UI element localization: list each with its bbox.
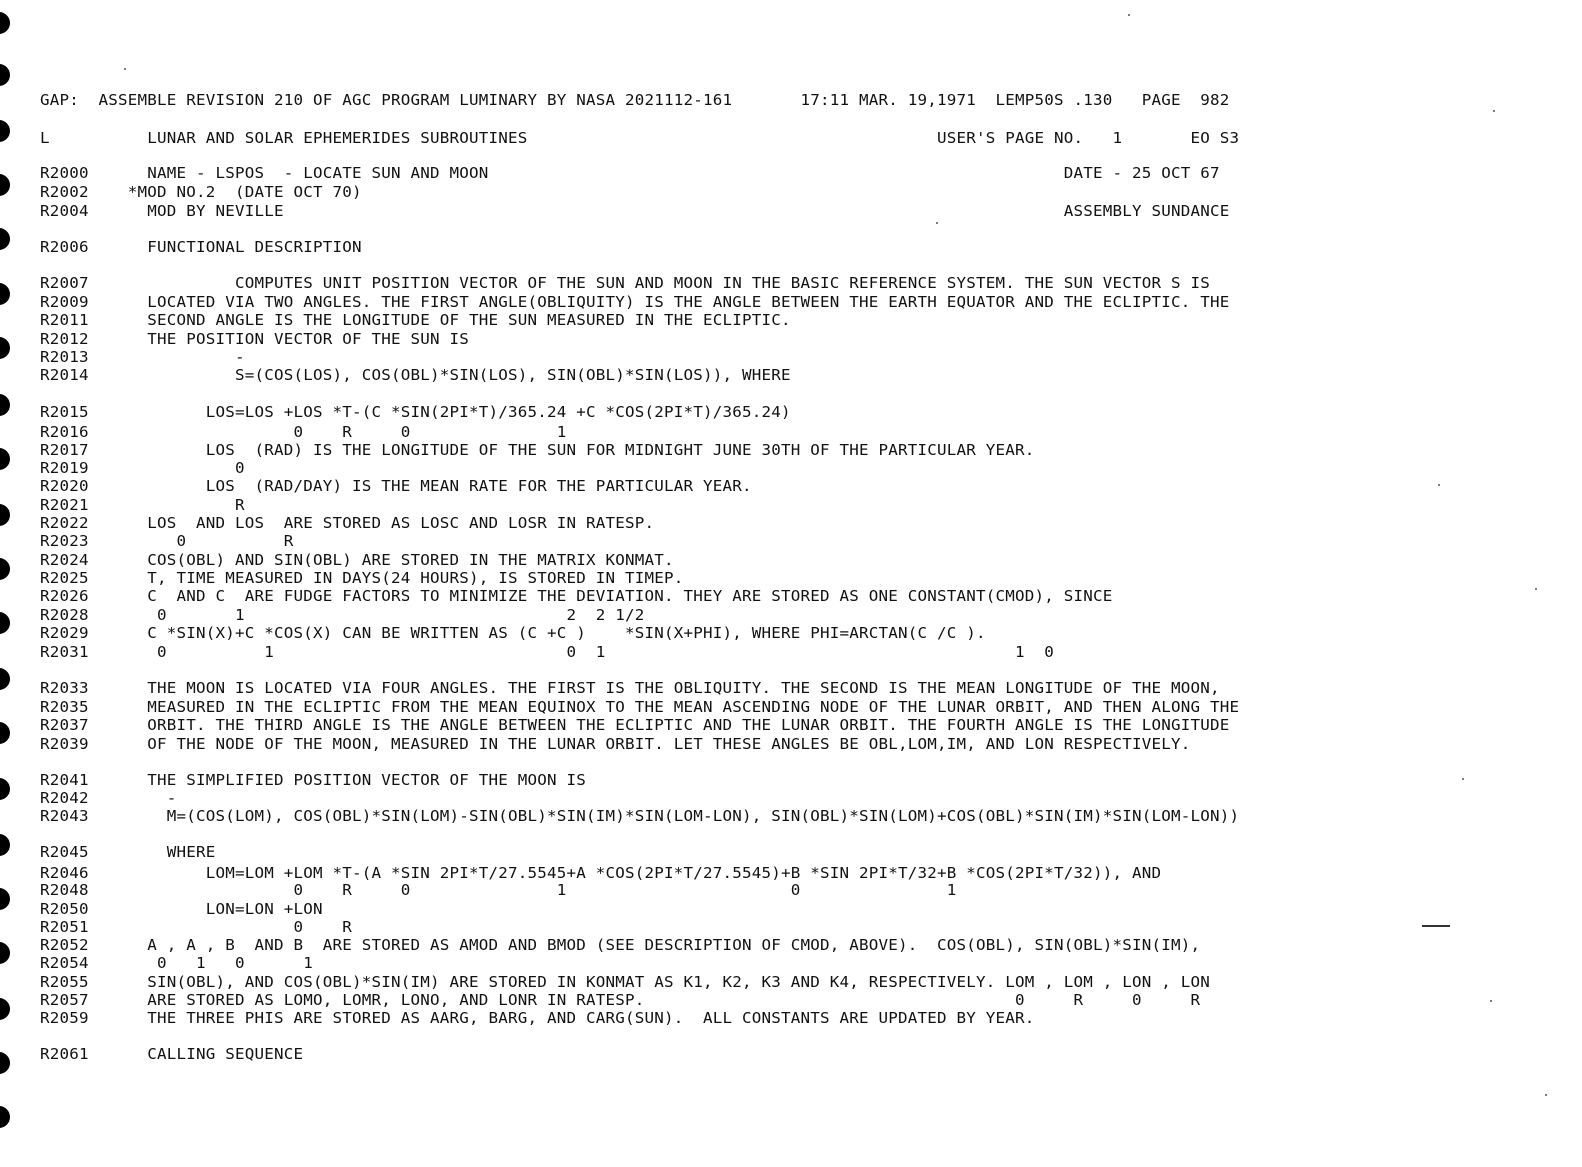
listing-line: R2022 LOS AND LOS ARE STORED AS LOSC AND LOSR IN RATESP. (40, 514, 655, 532)
listing-line: R2057 ARE STORED AS LOMO, LOMR, LONO, AND LONR IN RATESP. 0 R 0 R (40, 991, 1201, 1009)
listing-line: R2011 SECOND ANGLE IS THE LONGITUDE OF THE SUN MEASURED IN THE ECLIPTIC. (40, 311, 791, 329)
listing-line: R2061 CALLING SEQUENCE (40, 1045, 304, 1063)
scan-speck (1545, 1094, 1547, 1096)
scan-speck (1535, 588, 1537, 590)
section-title-line: L LUNAR AND SOLAR EPHEMERIDES SUBROUTINES USER'S PAGE NO. 1 EO S3 (40, 129, 1240, 147)
listing-line: R2012 THE POSITION VECTOR OF THE SUN IS (40, 330, 470, 348)
listing-line: R2017 LOS (RAD) IS THE LONGITUDE OF THE SUN FOR MIDNIGHT JUNE 30TH OF THE PARTICULAR YEAR. (40, 441, 1035, 459)
listing-line: R2054 0 1 0 1 (40, 954, 313, 972)
punch-hole (0, 448, 10, 470)
punch-hole (0, 504, 10, 526)
punch-hole (0, 394, 10, 416)
listing-line: R2052 A , A , B AND B ARE STORED AS AMOD AND BMOD (SEE DESCRIPTION OF CMOD, ABOVE). COS(OBL), SIN(OBL)*SIN(IM), (40, 936, 1201, 954)
punch-hole (0, 942, 10, 964)
listing-line: R2023 0 R (40, 532, 294, 550)
listing-line: R2002 *MOD NO.2 (DATE OCT 70) (40, 183, 362, 201)
listing-line: R2029 C *SIN(X)+C *COS(X) CAN BE WRITTEN AS (C +C ) *SIN(X+PHI), WHERE PHI=ARCTAN(C /C ). (40, 624, 986, 642)
listing-line: R2026 C AND C ARE FUDGE FACTORS TO MINIMIZE THE DEVIATION. THEY ARE STORED AS ONE CONSTANT(CMOD), SINCE (40, 587, 1113, 605)
listing-line: R2021 R (40, 496, 245, 514)
scan-speck (1128, 14, 1130, 16)
listing-line: R2055 SIN(OBL), AND COS(OBL)*SIN(IM) ARE STORED IN KONMAT AS K1, K2, K3 AND K4, RESPECTIVELY. LOM , LOM , LON , LON (40, 973, 1210, 991)
scan-speck (124, 68, 126, 70)
punch-hole (0, 228, 10, 250)
listing-line: R2028 0 1 2 2 1/2 (40, 606, 645, 624)
listing-line: R2041 THE SIMPLIFIED POSITION VECTOR OF THE MOON IS (40, 771, 586, 789)
listing-line: R2024 COS(OBL) AND SIN(OBL) ARE STORED IN THE MATRIX KONMAT. (40, 551, 674, 569)
listing-line: R2035 MEASURED IN THE ECLIPTIC FROM THE MEAN EQUINOX TO THE MEAN ASCENDING NODE OF THE LUNAR ORBIT, AND THEN ALONG THE (40, 698, 1240, 716)
listing-line: R2015 LOS=LOS +LOS *T-(C *SIN(2PI*T)/365.24 +C *COS(2PI*T)/365.24) (40, 403, 791, 421)
punch-hole (0, 120, 10, 142)
listing-line: R2050 LON=LON +LON (40, 900, 323, 918)
listing-line: R2000 NAME - LSPOS - LOCATE SUN AND MOON DATE - 25 OCT 67 (40, 164, 1220, 182)
punch-hole (0, 1052, 10, 1074)
listing-line: R2009 LOCATED VIA TWO ANGLES. THE FIRST ANGLE(OBLIQUITY) IS THE ANGLE BETWEEN THE EARTH EQUATOR AND THE ECLIPTIC. THE (40, 293, 1230, 311)
scan-speck (1438, 484, 1440, 486)
punch-hole (0, 1106, 10, 1128)
punch-holes (0, 0, 18, 1167)
listing-line: R2031 0 1 0 1 1 0 (40, 643, 1055, 661)
listing-line: R2048 0 R 0 1 0 1 (40, 881, 957, 899)
punch-hole (0, 283, 10, 305)
listing-line: R2016 0 R 0 1 (40, 423, 567, 441)
listing-line: R2042 - (40, 789, 177, 807)
punch-hole (0, 64, 10, 86)
listing-line: R2019 0 (40, 459, 245, 477)
scan-mark (1422, 925, 1450, 927)
scan-speck (936, 222, 938, 224)
punch-hole (0, 668, 10, 690)
listing-line: R2051 0 R (40, 918, 353, 936)
scan-speck (1462, 778, 1464, 780)
listing-line: R2043 M=(COS(LOM), COS(OBL)*SIN(LOM)-SIN(OBL)*SIN(IM)*SIN(LOM-LON), SIN(OBL)*SIN(LOM)+COS(OBL)*SIN(IM)*SIN(LOM-LON)) (40, 807, 1240, 825)
punch-hole (0, 612, 10, 634)
scan-speck (1493, 110, 1495, 112)
listing-line: R2006 FUNCTIONAL DESCRIPTION (40, 238, 362, 256)
listing-line: R2045 WHERE (40, 843, 216, 861)
punch-hole (0, 174, 10, 196)
listing-line: R2059 THE THREE PHIS ARE STORED AS AARG, BARG, AND CARG(SUN). ALL CONSTANTS ARE UPDATED BY YEAR. (40, 1009, 1035, 1027)
punch-hole (0, 834, 10, 856)
listing-line: R2039 OF THE NODE OF THE MOON, MEASURED IN THE LUNAR ORBIT. LET THESE ANGLES BE OBL,LOM,IM, AND LON RESPECTIVELY. (40, 735, 1191, 753)
punch-hole (0, 558, 10, 580)
page-header: GAP: ASSEMBLE REVISION 210 OF AGC PROGRAM LUMINARY BY NASA 2021112-161 17:11 MAR. 19,1971 LEMP50S .130 PAGE 982 (40, 91, 1230, 109)
listing-line: R2020 LOS (RAD/DAY) IS THE MEAN RATE FOR THE PARTICULAR YEAR. (40, 477, 752, 495)
listing-line: R2037 ORBIT. THE THIRD ANGLE IS THE ANGLE BETWEEN THE ECLIPTIC AND THE LUNAR ORBIT. THE FOURTH ANGLE IS THE LONGITUDE (40, 716, 1230, 734)
listing-line: R2004 MOD BY NEVILLE ASSEMBLY SUNDANCE (40, 202, 1230, 220)
listing-line: R2013 - (40, 348, 245, 366)
listing-line: R2014 S=(COS(LOS), COS(OBL)*SIN(LOS), SIN(OBL)*SIN(LOS)), WHERE (40, 366, 791, 384)
listing-line: R2025 T, TIME MEASURED IN DAYS(24 HOURS), IS STORED IN TIMEP. (40, 569, 684, 587)
punch-hole (0, 722, 10, 744)
listing-line: R2046 LOM=LOM +LOM *T-(A *SIN 2PI*T/27.5545+A *COS(2PI*T/27.5545)+B *SIN 2PI*T/32+B *COS(2PI*T/32)), AND (40, 864, 1162, 882)
punch-hole (0, 12, 10, 34)
punch-hole (0, 337, 10, 359)
listing-line: R2033 THE MOON IS LOCATED VIA FOUR ANGLES. THE FIRST IS THE OBLIQUITY. THE SECOND IS THE MEAN LONGITUDE OF THE MOON, (40, 679, 1220, 697)
scan-speck (1490, 1000, 1492, 1002)
punch-hole (0, 998, 10, 1020)
punch-hole (0, 778, 10, 800)
listing-line: R2007 COMPUTES UNIT POSITION VECTOR OF THE SUN AND MOON IN THE BASIC REFERENCE SYSTEM. THE SUN VECTOR S IS (40, 274, 1210, 292)
punch-hole (0, 888, 10, 910)
